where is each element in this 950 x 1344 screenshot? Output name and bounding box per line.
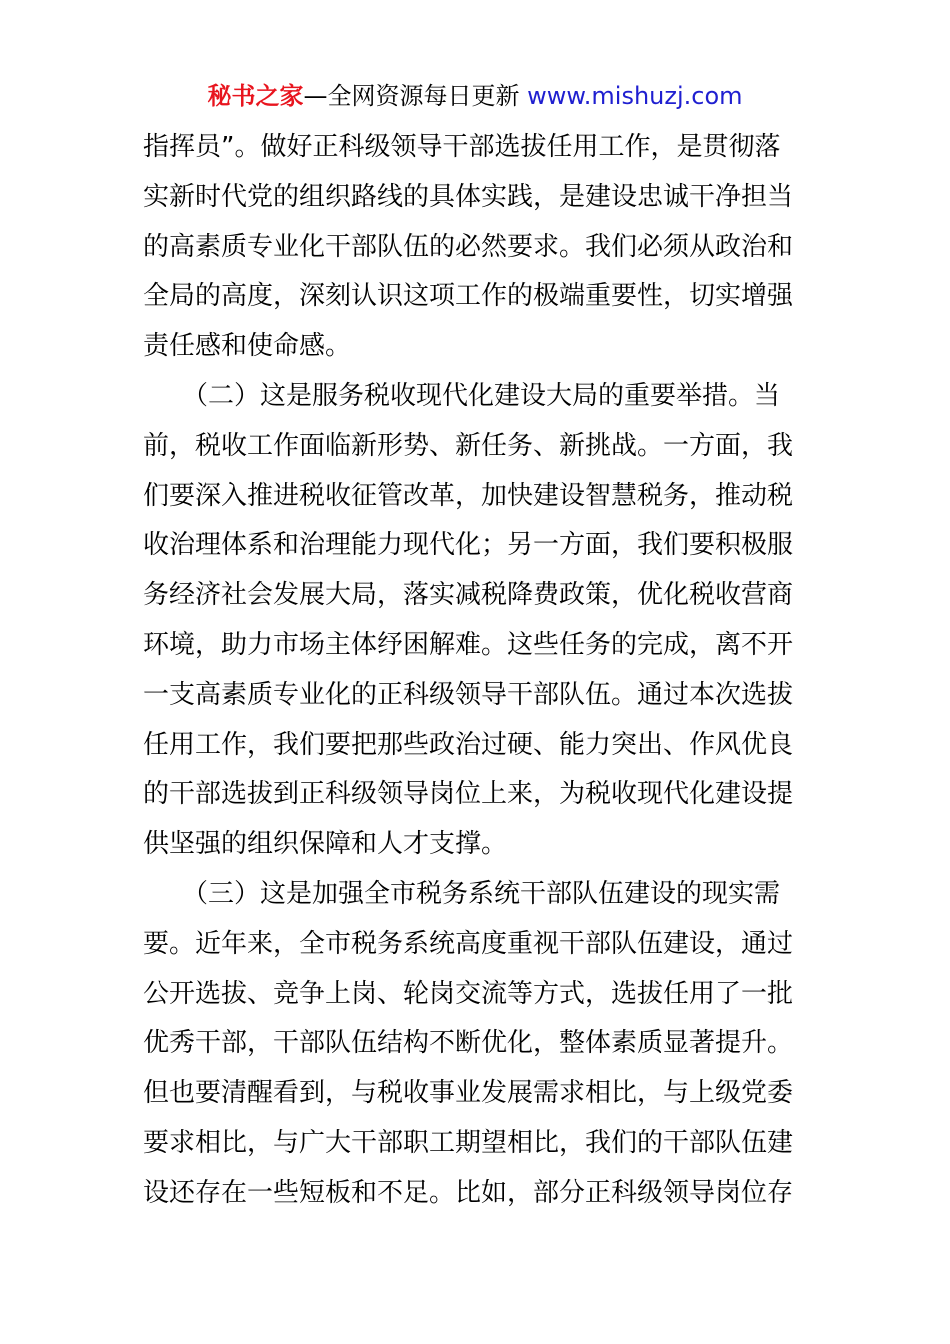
section-two-heading-line: （二）这是服务税收现代化建设大局的重要举措。当 — [143, 380, 781, 411]
body-line: 公开选拔、竞争上岗、轮岗交流等方式，选拔任用了一批 — [143, 978, 794, 1009]
body-line: 指挥员”。做好正科级领导干部选拔任用工作，是贯彻落 — [143, 132, 781, 162]
document-body — [143, 123, 808, 1219]
body-line: 一支高素质专业化的正科级领导干部队伍。通过本次选拔 — [143, 679, 794, 710]
body-line: 设还存在一些短板和不足。比如，部分正科级领导岗位存 — [143, 1177, 794, 1208]
body-line: 但也要清醒看到，与税收事业发展需求相比，与上级党委 — [143, 1078, 794, 1109]
body-line: 的干部选拔到正科级领导岗位上来，为税收现代化建设提 — [143, 779, 794, 810]
body-line: 全局的高度，深刻认识这项工作的极端重要性，切实增强 — [143, 281, 794, 312]
body-line: 环境，助力市场主体纾困解难。这些任务的完成，离不开 — [143, 629, 794, 660]
header-url-link[interactable]: www.mishuzj.com — [527, 82, 743, 110]
body-line: 收治理体系和治理能力现代化；另一方面，我们要积极服 — [143, 530, 794, 561]
header-brand: 秘书之家 — [207, 82, 304, 110]
body-line: 要求相比，与广大干部职工期望相比，我们的干部队伍建 — [143, 1127, 794, 1158]
body-line: 优秀干部，干部队伍结构不断优化，整体素质显著提升。 — [143, 1028, 794, 1059]
body-line: 任用工作，我们要把那些政治过硬、能力突出、作风优良 — [143, 729, 794, 760]
body-line: 要。近年来，全市税务系统高度重视干部队伍建设，通过 — [143, 928, 794, 959]
body-line: 供坚强的组织保障和人才支撑。 — [143, 829, 508, 860]
body-line: 责任感和使命感。 — [143, 331, 352, 362]
body-line: 的高素质专业化干部队伍的必然要求。我们必须从政治和 — [143, 231, 794, 262]
page-header — [0, 80, 950, 112]
body-line: 务经济社会发展大局，落实减税降费政策，优化税收营商 — [143, 580, 794, 611]
body-line: 实新时代党的组织路线的具体实践，是建设忠诚干净担当 — [143, 181, 794, 212]
body-line: 前，税收工作面临新形势、新任务、新挑战。一方面，我 — [143, 430, 794, 461]
body-line: 们要深入推进税收征管改革，加快建设智慧税务，推动税 — [143, 480, 794, 511]
section-three-heading-line: （三）这是加强全市税务系统干部队伍建设的现实需 — [143, 878, 781, 909]
header-tagline: —全网资源每日更新 — [303, 82, 528, 110]
